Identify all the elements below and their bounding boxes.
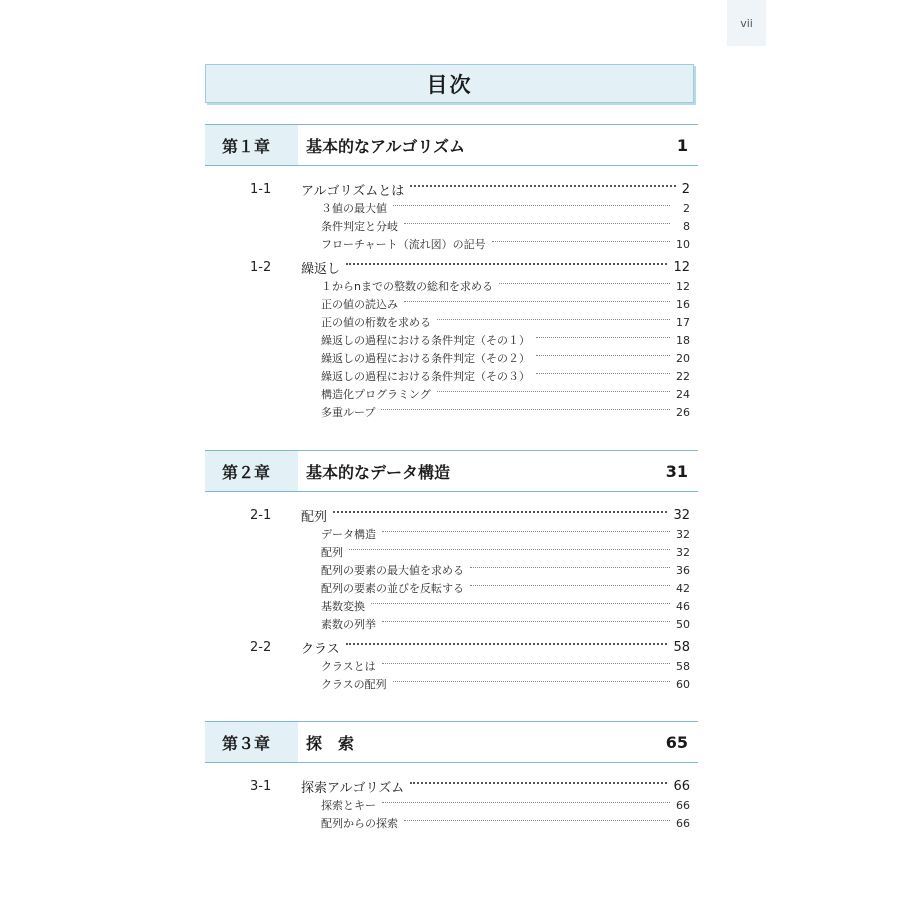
leader-dots bbox=[536, 373, 670, 374]
subsection-title: 条件判定と分岐 bbox=[321, 220, 398, 233]
subsection-entry[interactable] bbox=[321, 579, 690, 597]
section-title: 繰返し bbox=[301, 261, 341, 277]
subsection-page: 8 bbox=[683, 219, 690, 233]
subsection-title: 配列の要素の最大値を求める bbox=[321, 564, 464, 577]
leader-dots bbox=[393, 681, 670, 682]
leader-dots bbox=[410, 782, 667, 784]
subsection-title: クラスとは bbox=[321, 660, 376, 673]
subsection-page: 50 bbox=[676, 617, 690, 631]
subsection-title: ３値の最大値 bbox=[321, 202, 387, 215]
subsection-entry[interactable] bbox=[321, 217, 690, 235]
subsection-page: 17 bbox=[676, 315, 690, 329]
leader-dots bbox=[346, 263, 667, 265]
section-page: 12 bbox=[673, 259, 690, 275]
chapter-label: 第３章 bbox=[205, 722, 298, 762]
chapter-page: 1 bbox=[676, 135, 688, 155]
section-title: アルゴリズムとは bbox=[301, 183, 405, 199]
chapter-3 bbox=[205, 721, 698, 832]
subsection-title: データ構造 bbox=[321, 528, 376, 541]
subsection-page: 10 bbox=[676, 237, 690, 251]
subsection-title: 多重ループ bbox=[321, 406, 376, 419]
subsection-page: 24 bbox=[676, 387, 690, 401]
subsection-page: 12 bbox=[676, 279, 690, 293]
leader-dots bbox=[393, 205, 670, 206]
subsection-page: 32 bbox=[676, 545, 690, 559]
subsection-title: 繰返しの過程における条件判定（その１） bbox=[321, 334, 530, 347]
section-number: 1-1 bbox=[250, 181, 272, 197]
chapter-title: 基本的なアルゴリズム bbox=[306, 136, 466, 156]
leader-dots bbox=[382, 531, 670, 532]
leader-dots bbox=[371, 603, 670, 604]
subsection-page: 18 bbox=[676, 333, 690, 347]
chapter-header[interactable] bbox=[205, 721, 698, 763]
subsection-page: 36 bbox=[676, 563, 690, 577]
subsection-title: 正の値の読込み bbox=[321, 298, 398, 311]
subsection-title: 繰返しの過程における条件判定（その２） bbox=[321, 352, 530, 365]
section-entry[interactable] bbox=[250, 179, 690, 199]
subsection-entry[interactable] bbox=[321, 277, 690, 295]
subsection-entry[interactable] bbox=[321, 525, 690, 543]
subsection-page: 66 bbox=[676, 798, 690, 812]
subsection-entry[interactable] bbox=[321, 349, 690, 367]
chapter-label: 第２章 bbox=[205, 451, 298, 491]
leader-dots bbox=[349, 549, 670, 550]
subsection-entry[interactable] bbox=[321, 367, 690, 385]
chapter-page: 31 bbox=[665, 461, 688, 481]
section-page: 2 bbox=[681, 181, 690, 197]
subsection-page: 20 bbox=[676, 351, 690, 365]
chapter-label: 第１章 bbox=[205, 125, 298, 165]
subsection-entry[interactable] bbox=[321, 615, 690, 633]
leader-dots bbox=[470, 585, 670, 586]
subsection-page: 26 bbox=[676, 405, 690, 419]
subsection-page: 16 bbox=[676, 297, 690, 311]
leader-dots bbox=[492, 241, 670, 242]
leader-dots bbox=[404, 223, 670, 224]
subsection-page: 66 bbox=[676, 816, 690, 830]
leader-dots bbox=[381, 409, 670, 410]
section-page: 32 bbox=[673, 507, 690, 523]
leader-dots bbox=[536, 355, 670, 356]
section-number: 2-2 bbox=[250, 639, 272, 655]
chapter-page: 65 bbox=[665, 732, 688, 752]
subsection-entry[interactable] bbox=[321, 235, 690, 253]
section-page: 58 bbox=[673, 639, 690, 655]
leader-dots bbox=[346, 643, 668, 645]
subsection-entry[interactable] bbox=[321, 331, 690, 349]
leader-dots bbox=[333, 511, 667, 513]
table-of-contents bbox=[205, 64, 698, 830]
chapter-2 bbox=[205, 450, 698, 693]
subsection-entry[interactable] bbox=[321, 675, 690, 693]
subsection-title: 基数変換 bbox=[321, 600, 365, 613]
section-entry[interactable] bbox=[250, 637, 690, 657]
subsection-title: フローチャート（流れ図）の記号 bbox=[321, 238, 486, 251]
subsection-entry[interactable] bbox=[321, 313, 690, 331]
subsection-title: 素数の列挙 bbox=[321, 618, 376, 631]
section-number: 2-1 bbox=[250, 507, 272, 523]
subsection-title: 繰返しの過程における条件判定（その３） bbox=[321, 370, 530, 383]
section-page: 66 bbox=[673, 778, 690, 794]
subsection-entry[interactable] bbox=[321, 561, 690, 579]
leader-dots bbox=[404, 301, 670, 302]
toc-title: 目次 bbox=[205, 64, 694, 103]
subsection-entry[interactable] bbox=[321, 543, 690, 561]
chapter-1 bbox=[205, 124, 698, 421]
leader-dots bbox=[382, 621, 670, 622]
subsection-page: 32 bbox=[676, 527, 690, 541]
subsection-entry[interactable] bbox=[321, 657, 690, 675]
subsection-page: 22 bbox=[676, 369, 690, 383]
subsection-page: 58 bbox=[676, 659, 690, 673]
subsection-entry[interactable] bbox=[321, 295, 690, 313]
section-title: 配列 bbox=[301, 509, 328, 525]
section-number: 3-1 bbox=[250, 778, 272, 794]
subsection-title: 正の値の桁数を求める bbox=[321, 316, 431, 329]
subsection-title: 探索とキー bbox=[321, 799, 376, 812]
subsection-title: 配列 bbox=[321, 546, 343, 559]
subsection-page: 42 bbox=[676, 581, 690, 595]
leader-dots bbox=[536, 337, 670, 338]
subsection-title: １からnまでの整数の総和を求める bbox=[321, 280, 493, 293]
leader-dots bbox=[470, 567, 670, 568]
subsection-entry[interactable] bbox=[321, 814, 690, 832]
chapter-header[interactable] bbox=[205, 124, 698, 166]
subsection-entry[interactable] bbox=[321, 199, 690, 217]
subsection-page: 46 bbox=[676, 599, 690, 613]
chapter-title: 基本的なデータ構造 bbox=[306, 462, 451, 482]
subsection-entry[interactable] bbox=[321, 403, 690, 421]
subsection-entry[interactable] bbox=[321, 597, 690, 615]
section-entry[interactable] bbox=[250, 776, 690, 796]
chapter-header[interactable] bbox=[205, 450, 698, 492]
subsection-page: 60 bbox=[676, 677, 690, 691]
leader-dots bbox=[437, 319, 670, 320]
leader-dots bbox=[437, 391, 670, 392]
section-title: クラス bbox=[301, 641, 340, 657]
leader-dots bbox=[499, 283, 670, 284]
subsection-title: 配列からの探索 bbox=[321, 817, 398, 830]
subsection-entry[interactable] bbox=[321, 385, 690, 403]
section-entry[interactable] bbox=[250, 257, 690, 277]
leader-dots bbox=[404, 820, 670, 821]
leader-dots bbox=[410, 185, 675, 187]
subsection-page: 2 bbox=[683, 201, 690, 215]
subsection-entry[interactable] bbox=[321, 796, 690, 814]
section-title: 探索アルゴリズム bbox=[301, 780, 405, 796]
page-number: vii bbox=[727, 0, 766, 46]
leader-dots bbox=[382, 663, 670, 664]
chapter-title: 探 索 bbox=[306, 733, 355, 753]
leader-dots bbox=[382, 802, 670, 803]
subsection-title: 構造化プログラミング bbox=[321, 388, 431, 401]
section-entry[interactable] bbox=[250, 505, 690, 525]
section-number: 1-2 bbox=[250, 259, 272, 275]
subsection-title: クラスの配列 bbox=[321, 678, 387, 691]
subsection-title: 配列の要素の並びを反転する bbox=[321, 582, 464, 595]
